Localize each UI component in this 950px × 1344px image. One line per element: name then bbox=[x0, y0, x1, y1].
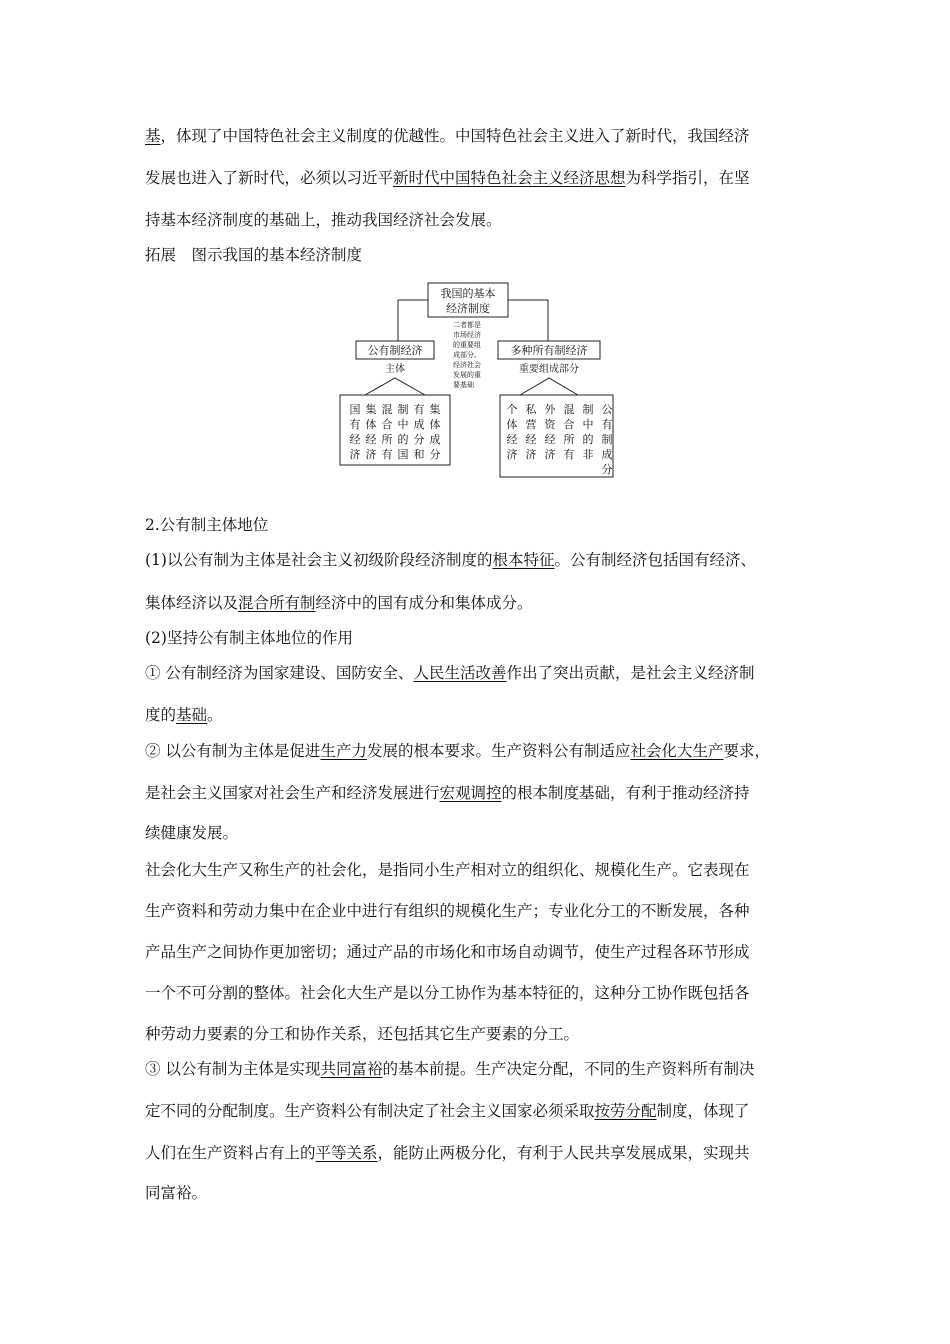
text-span: 人们在生产资料占有上的 bbox=[145, 1144, 316, 1162]
public-ownership-label: 公有制经济 bbox=[367, 344, 423, 357]
text-span: ② 以公有制为主体是促进 bbox=[145, 742, 321, 760]
text-span: 集体经济以及 bbox=[145, 594, 239, 612]
text-span: 要求， bbox=[723, 742, 770, 760]
text-span: 制度，体现了 bbox=[656, 1102, 750, 1120]
text-span: 作出了突出贡献，是社会主义经济制 bbox=[506, 664, 755, 682]
note-line: 要基础 bbox=[453, 381, 474, 389]
note-line: 一个不可分割的整体。社会化大生产是以分工协作为基本特征的，这种分工协作既包括各 bbox=[145, 984, 750, 1002]
vertical-column-text: 有成分和 bbox=[413, 403, 425, 461]
vertical-column-text: 制中的非 bbox=[582, 403, 594, 461]
vertical-column-text: 集体成分 bbox=[429, 403, 441, 461]
underlined-term: 基础 bbox=[176, 706, 208, 724]
note-line: 产品生产之间协作更加密切；通过产品的市场化和市场自动调节，使生产过程各环节形成 bbox=[145, 943, 750, 961]
text-line: 同富裕。 bbox=[145, 1184, 208, 1202]
underlined-term: 生产力 bbox=[320, 742, 367, 760]
vertical-column-text: 外资经济 bbox=[544, 403, 556, 461]
text-line bbox=[145, 783, 750, 803]
text-line bbox=[145, 705, 223, 725]
note-line: 的重要组 bbox=[453, 341, 481, 349]
text-span: 。公有制经济包括国有经济、 bbox=[554, 551, 756, 569]
text-line bbox=[145, 550, 756, 570]
note-line: 发展的重 bbox=[453, 371, 481, 379]
left-brace bbox=[365, 378, 425, 395]
extension-title: 拓展 图示我国的基本经济制度 bbox=[145, 246, 363, 264]
underlined-term: 根本特征 bbox=[492, 551, 555, 569]
underlined-term: 宏观调控 bbox=[439, 784, 502, 802]
note-line: 经济社会 bbox=[453, 361, 481, 369]
note-line: 二者都是 bbox=[453, 321, 481, 329]
note-line: 市场经济 bbox=[453, 331, 481, 339]
text-span: 的基本前提。生产决定分配，不同的生产资料所有制决 bbox=[382, 1060, 755, 1078]
vertical-column-text: 制中的国 bbox=[397, 403, 409, 461]
underlined-term: 社会化大生产 bbox=[630, 742, 724, 760]
underlined-term: 混合所有制 bbox=[238, 594, 316, 612]
note-line: 成部分, bbox=[453, 351, 477, 359]
section-2-title: 2.公有制主体地位 bbox=[145, 516, 269, 534]
multi-ownership-sub: 重要组成部分 bbox=[519, 364, 579, 375]
text-span: ，体现了中国特色社会主义制度的优越性。中国特色社会主义进入了新时代，我国经济 bbox=[160, 127, 750, 145]
text-span: ③ 以公有制为主体是实现 bbox=[145, 1060, 321, 1078]
text-line bbox=[145, 741, 770, 761]
text-line bbox=[145, 1101, 750, 1121]
text-line bbox=[145, 663, 754, 683]
right-brace bbox=[520, 378, 578, 395]
root-label-1: 我国的基本 bbox=[440, 287, 496, 300]
subsection-title: (2)坚持公有制主体地位的作用 bbox=[145, 629, 353, 647]
underlined-term: 基 bbox=[145, 127, 161, 145]
text-span: 定不同的分配制度。生产资料公有制决定了社会主义国家必须采取 bbox=[145, 1102, 595, 1120]
root-label-2: 经济制度 bbox=[446, 302, 490, 315]
underlined-term: 平等关系 bbox=[315, 1144, 378, 1162]
vertical-column-text: 国有经济 bbox=[349, 403, 361, 461]
multi-ownership-label: 多种所有制经济 bbox=[510, 344, 588, 357]
text-span: (1)以公有制为主体是社会主义初级阶段经济制度的 bbox=[145, 551, 493, 569]
text-line: 续健康发展。 bbox=[145, 824, 239, 842]
text-line bbox=[145, 1059, 754, 1079]
vertical-column-text: 集体经济 bbox=[365, 403, 377, 461]
text-line bbox=[145, 1143, 750, 1163]
vertical-column-text: 混合所有 bbox=[563, 403, 575, 461]
underlined-term: 按劳分配 bbox=[594, 1102, 657, 1120]
text-span: 是社会主义国家对社会生产和经济发展进行 bbox=[145, 784, 440, 802]
underlined-term: 共同富裕 bbox=[320, 1060, 383, 1078]
text-span: ① 公有制经济为国家建设、国防安全、 bbox=[145, 664, 414, 682]
text-line-3: 持基本经济制度的基础上，推动我国经济社会发展。 bbox=[145, 211, 502, 229]
underlined-term: 人民生活改善 bbox=[413, 664, 507, 682]
text-span: 的根本制度基础，有利于推动经济持 bbox=[501, 784, 750, 802]
text-span: 经济中的国有成分和集体成分。 bbox=[315, 594, 533, 612]
vertical-column-text: 公有制成分 bbox=[601, 403, 613, 476]
text-span: 。 bbox=[207, 706, 223, 724]
text-span: 度的 bbox=[145, 706, 177, 724]
note-line: 社会化大生产又称生产的社会化，是指同小生产相对立的组织化、规模化生产。它表现在 bbox=[145, 861, 750, 879]
public-ownership-sub: 主体 bbox=[385, 364, 405, 375]
text-span: 发展也进入了新时代，必须以习近平 bbox=[145, 169, 394, 187]
center-note bbox=[453, 320, 481, 389]
text-span: 为科学指引，在坚 bbox=[625, 169, 750, 187]
vertical-column-text: 混合所有 bbox=[381, 403, 393, 461]
note-line: 种劳动力要素的分工和协作关系，还包括其它生产要素的分工。 bbox=[145, 1025, 580, 1043]
underlined-term: 新时代中国特色社会主义经济思想 bbox=[393, 169, 626, 187]
note-line: 生产资料和劳动力集中在企业中进行有组织的规模化生产；专业化分工的不断发展，各种 bbox=[145, 902, 750, 920]
vertical-column-text: 私营经济 bbox=[525, 403, 537, 461]
vertical-column-text: 个体经济 bbox=[506, 403, 518, 461]
text-line bbox=[145, 593, 533, 613]
text-span: 发展的根本要求。生产资料公有制适应 bbox=[366, 742, 631, 760]
text-span: ，能防止两极分化，有利于人民共享发展成果，实现共 bbox=[377, 1144, 750, 1162]
